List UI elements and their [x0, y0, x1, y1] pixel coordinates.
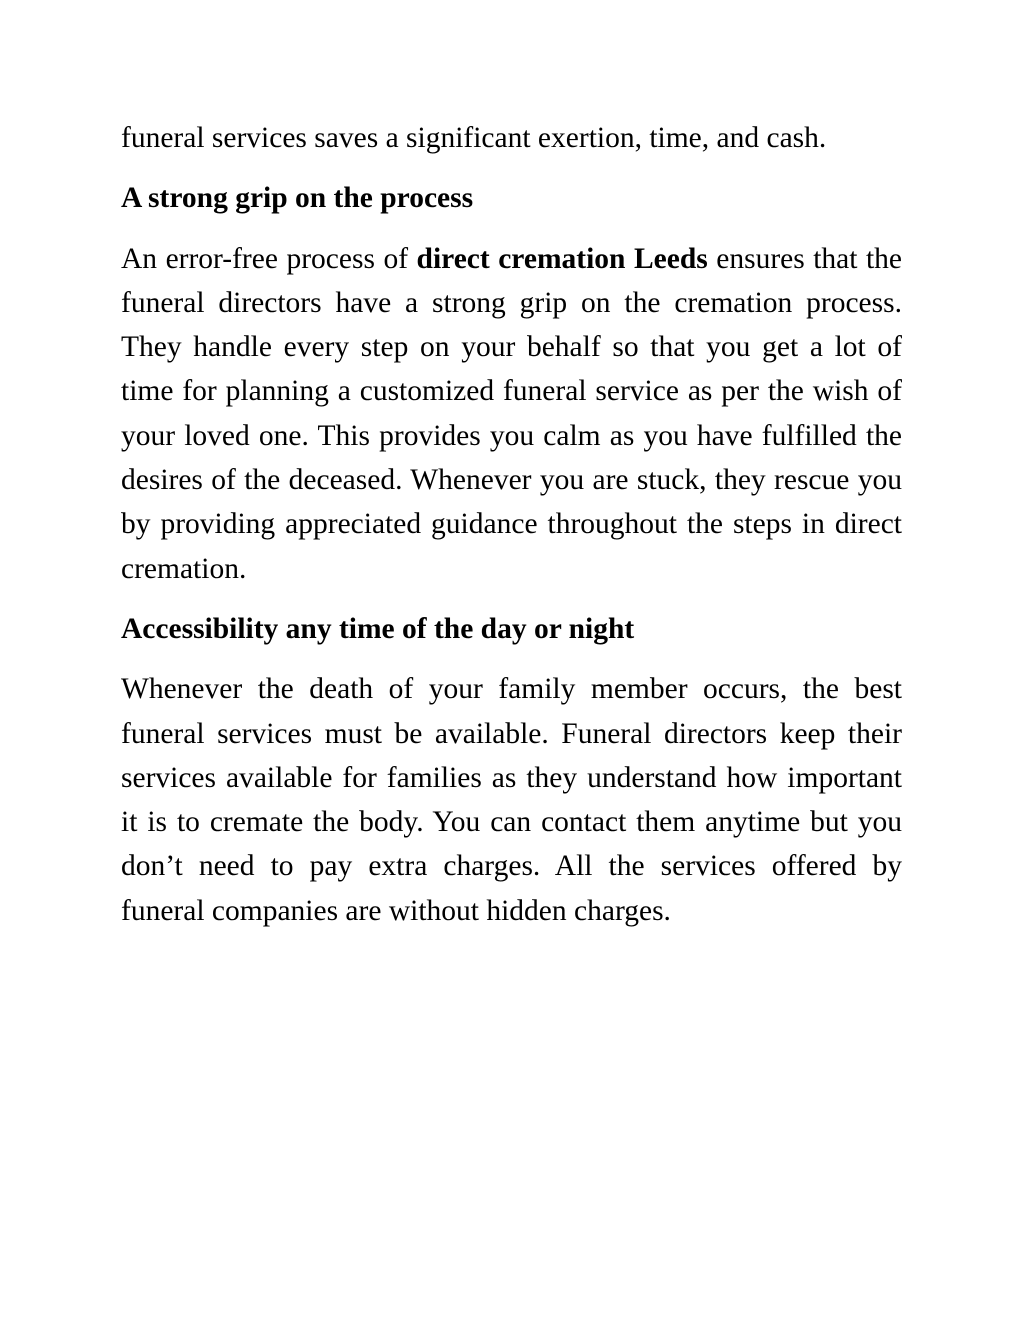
section-heading-accessibility: Accessibility any time of the day or night: [121, 612, 635, 645]
document-page: [121, 116, 902, 949]
section-paragraph-grip: [121, 237, 902, 591]
intro-paragraph: funeral services saves a significant exertion, time, and cash.: [121, 122, 827, 154]
section-heading-grip: A strong grip on the process: [121, 182, 474, 215]
keyword-link-text: direct cremation Leeds: [416, 242, 708, 275]
section-paragraph-accessibility: Whenever the death of your family member occurs, the best funeral services must be available. Funeral directors keep their services available for families as they understand how important it is to cremate the body. You can contact them anytime but you don’t need to pay extra charges. All the services offered by funeral companies are without hidden charges.: [121, 673, 902, 927]
paragraph-text-start: An error-free process of: [121, 242, 417, 275]
paragraph-text-rest: ensures that the funeral directors have a strong grip on the cremation process. They handle every step on your behalf so that you get a lot of time for planning a customized funeral service as per the wish of your loved one. This provides you calm as you have fulfilled the desires of the deceased. Whenever you are stuck, they rescue you by providing appreciated guidance throughout the steps in direct cremation.: [121, 242, 903, 585]
